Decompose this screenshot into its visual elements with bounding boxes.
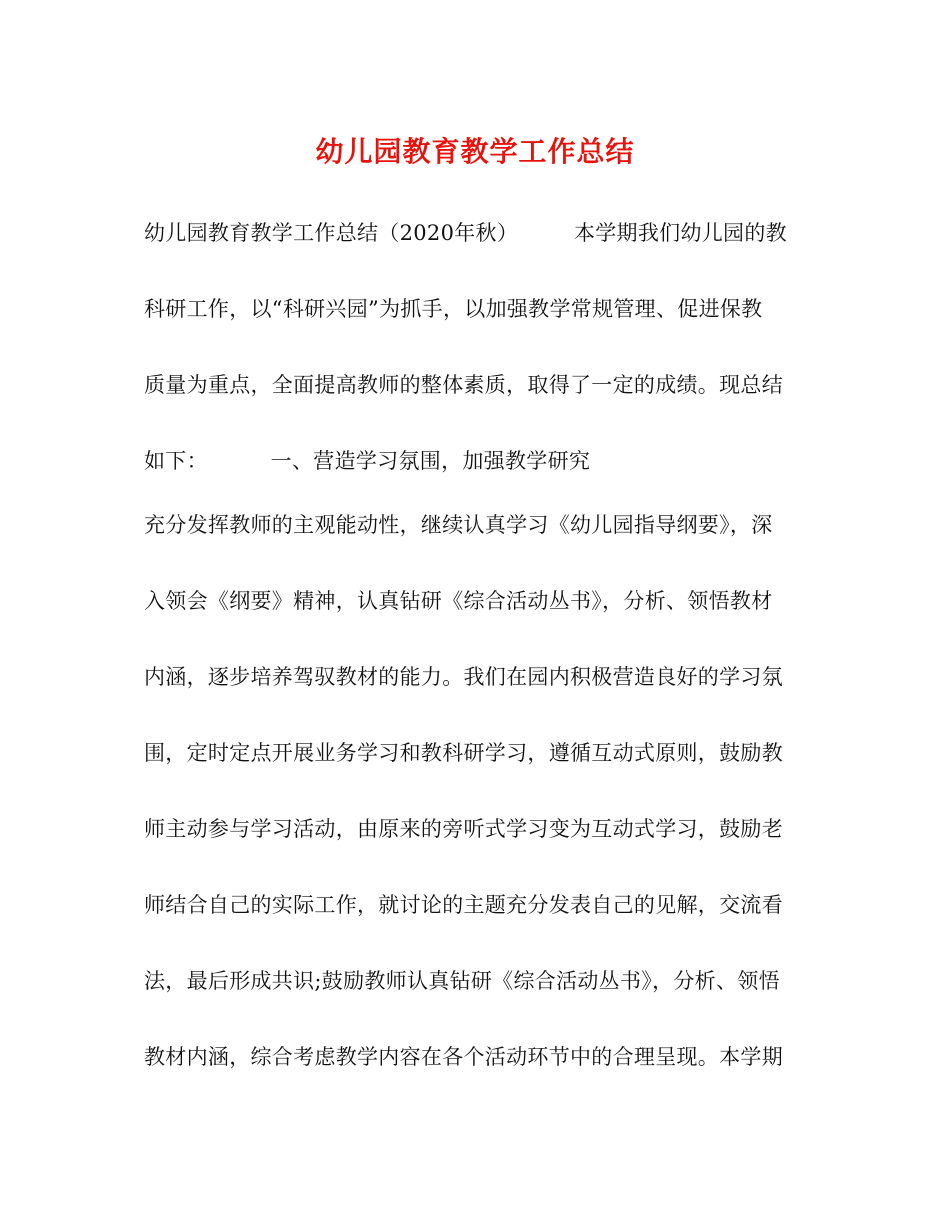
body-line-8: 围，定时定点开展业务学习和教科研学习，遵循互动式原则，鼓励教 [144,741,783,765]
body-line-12: 教材内涵，综合考虑教学内容在各个活动环节中的合理呈现。本学期 [144,1045,783,1069]
body-line-3: 质量为重点，全面提高教师的整体素质，取得了一定的成绩。现总结 [144,373,783,397]
body-line-1: 幼儿园教育教学工作总结（2020年秋） 本学期我们幼儿园的教 [144,221,787,245]
body-line-9: 师主动参与学习活动，由原来的旁听式学习变为互动式学习，鼓励老 [144,817,783,841]
body-line-5: 充分发挥教师的主观能动性，继续认真学习《幼儿园指导纲要》，深 [144,513,773,537]
body-line-6: 入领会《纲要》精神，认真钻研《综合活动丛书》，分析、领悟教材 [144,589,773,613]
body-line-4: 如下： 一、营造学习氛围，加强教学研究 [144,449,591,473]
body-line-2: 科研工作，以“科研兴园”为抓手，以加强教学常规管理、促进保教 [144,297,763,321]
body-line-10: 师结合自己的实际工作，就讨论的主题充分发表自己的见解，交流看 [144,893,783,917]
document-title: 幼儿园教育教学工作总结 [315,135,635,168]
body-line-11: 法，最后形成共识;鼓励教师认真钻研《综合活动丛书》，分析、领悟 [144,969,780,993]
body-line-7: 内涵，逐步培养驾驭教材的能力。我们在园内积极营造良好的学习氛 [144,665,783,689]
document-body [144,213,816,1113]
